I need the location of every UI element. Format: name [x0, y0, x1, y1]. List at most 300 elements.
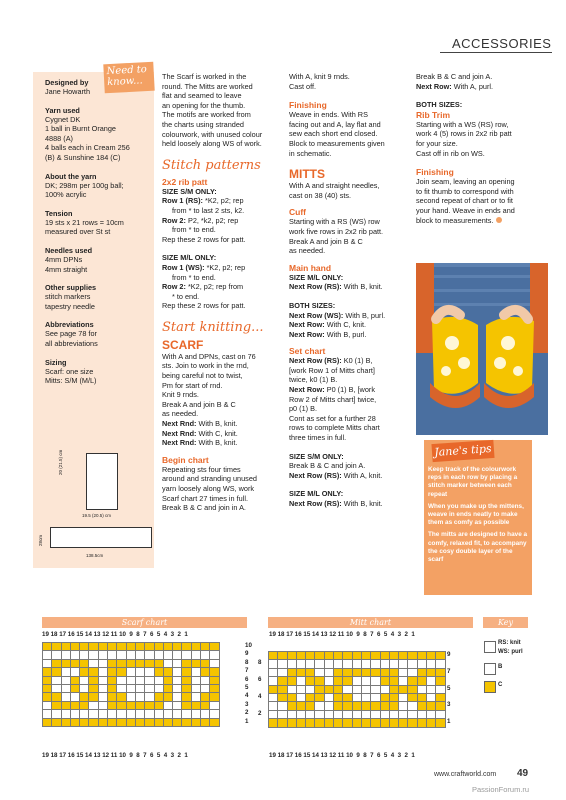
- chart-cell: [201, 710, 210, 718]
- chart-cell: [306, 677, 315, 685]
- chart-cell: [201, 651, 210, 659]
- header-rule: [440, 52, 552, 53]
- chart-row: [269, 693, 446, 701]
- chart-cell: [380, 677, 389, 685]
- chart-cell: [108, 659, 117, 667]
- chart-row: [269, 710, 446, 718]
- chart-cell: [399, 668, 408, 676]
- chart-cell: [98, 701, 107, 709]
- chart-cell: [98, 643, 107, 651]
- chart-cell: [352, 710, 361, 718]
- chart-cell: [135, 684, 144, 692]
- row-number: 8: [258, 659, 262, 667]
- chart-cell: [306, 668, 315, 676]
- chart-cell: [210, 668, 219, 676]
- chart-cell: [269, 702, 278, 710]
- chart-cell: [436, 652, 445, 660]
- chart-cell: [436, 702, 445, 710]
- chart-cell: [201, 718, 210, 726]
- chart-cell: [108, 643, 117, 651]
- chart-cell: [306, 652, 315, 660]
- chart-cell: [154, 701, 163, 709]
- chart-cell: [126, 659, 135, 667]
- chart-cell: [43, 659, 52, 667]
- chart-cell: [287, 660, 296, 668]
- chart-cell: [436, 668, 445, 676]
- key-b-text: B: [498, 664, 503, 670]
- column-1: The Scarf is worked in the round. The Mitts are worked flat and seamed to leave an opening for the thumb. The motifs are worked from the charts using stranded colourwork, with unused colour held loosely along WS of work. Stitch patterns 2x2 rib patt SIZE S/M ONLY: Row 1 (RS): *K2, p2; rep from * to last 2 sts, k2. Row 2: P2, *k2, p2; rep from * to end. Rep these 2 rows for patt. SIZE M/L ONLY: Row 1 (WS): *K2, p2; rep from * to end. Row 2: *K2, p2; rep from * to end. Rep these 2 rows for patt. Start knitting... SCARF With A and DPNs, cast on 76 sts. Join to work in the rnd, being careful not to twist, Pm for start of rnd. Knit 9 rnds. Break A and join B & C as needed. Next Rnd: With B, knit. Next Rnd: With C, knit. Next Rnd: With B, knit. Begin chart Repeating sts four times around and stranding unused yarn loosely along WS, work Scarf chart 27 times in full. Break B & C and join in A.: [162, 72, 282, 513]
- chart-cell: [296, 693, 305, 701]
- chart-cell: [343, 719, 352, 727]
- chart-cell: [408, 652, 417, 660]
- chart-cell: [43, 710, 52, 718]
- chart-cell: [163, 710, 172, 718]
- chart-cell: [408, 702, 417, 710]
- chart-cell: [70, 684, 79, 692]
- chart-cell: [296, 702, 305, 710]
- chart-cell: [191, 701, 200, 709]
- chart-cell: [278, 693, 287, 701]
- chart-cell: [70, 693, 79, 701]
- chart-cell: [70, 701, 79, 709]
- chart-cell: [61, 701, 70, 709]
- row-number: 10: [245, 642, 252, 649]
- chart-cell: [343, 685, 352, 693]
- chart-cell: [80, 718, 89, 726]
- chart-cell: [343, 710, 352, 718]
- chart-cell: [399, 702, 408, 710]
- chart-cell: [163, 684, 172, 692]
- chart-cell: [52, 659, 61, 667]
- chart-cell: [287, 685, 296, 693]
- chart-cell: [269, 660, 278, 668]
- chart-cell: [126, 668, 135, 676]
- scarf-schematic: [50, 527, 152, 548]
- chart-cell: [126, 676, 135, 684]
- chart-cell: [163, 668, 172, 676]
- row-number: 7: [245, 667, 249, 675]
- chart-cell: [361, 677, 370, 685]
- chart-cell: [334, 668, 343, 676]
- chart-cell: [80, 693, 89, 701]
- chart-cell: [126, 684, 135, 692]
- chart-cell: [135, 710, 144, 718]
- chart-cell: [145, 668, 154, 676]
- chart-cell: [324, 702, 333, 710]
- chart-cell: [334, 677, 343, 685]
- row-number: [258, 668, 268, 676]
- chart-cell: [52, 676, 61, 684]
- chart-cell: [287, 693, 296, 701]
- chart-cell: [135, 643, 144, 651]
- chart-cell: [108, 701, 117, 709]
- chart-cell: [334, 660, 343, 668]
- chart-cell: [436, 677, 445, 685]
- mitt-width-label: 19.5 (20.5) cm: [82, 513, 112, 518]
- chart-cell: [145, 684, 154, 692]
- chart-cell: [182, 676, 191, 684]
- chart-cell: [399, 710, 408, 718]
- chart-row: [269, 668, 446, 676]
- chart-cell: [70, 668, 79, 676]
- chart-cell: [399, 660, 408, 668]
- chart-cell: [334, 719, 343, 727]
- chart-row: [269, 685, 446, 693]
- chart-cell: [408, 693, 417, 701]
- chart-cell: [182, 710, 191, 718]
- chart-cell: [163, 659, 172, 667]
- row-number: 8: [245, 658, 249, 666]
- chart-cell: [278, 677, 287, 685]
- scarf-width-label: 28cm: [38, 534, 43, 546]
- chart-cell: [80, 701, 89, 709]
- chart-cell: [315, 660, 324, 668]
- chart-cell: [43, 668, 52, 676]
- row-number: 5: [447, 684, 451, 692]
- chart-cell: [361, 668, 370, 676]
- chart-cell: [182, 701, 191, 709]
- chart-cell: [324, 677, 333, 685]
- chart-cell: [210, 693, 219, 701]
- chart-cell: [436, 719, 445, 727]
- chart-cell: [399, 652, 408, 660]
- chart-cell: [408, 677, 417, 685]
- set-chart-heading: Set chart: [289, 346, 326, 357]
- chart-cell: [98, 651, 107, 659]
- chart-cell: [324, 668, 333, 676]
- chart-cell: [70, 651, 79, 659]
- chart-cell: [191, 651, 200, 659]
- sidebar-content: Designed by Jane Howarth Yarn used Cygnet DK 1 ball in Burnt Orange 4888 (A) 4 balls each in Cream 256 (B) & Sunshine 184 (C) About the yarn DK; 298m per 100g ball; 100% acrylic Tension 19 sts x 21 rows = 10cm measured over St st Needles used 4mm DPNs 4mm straight Other supplies stitch markers tapestry needle Abbreviations See page 78 for all abbreviations Sizing Scarf: one size Mitts: S/M (M/L): [45, 78, 150, 386]
- chart-cell: [427, 685, 436, 693]
- chart-cell: [182, 668, 191, 676]
- chart-cell: [287, 668, 296, 676]
- chart-cell: [117, 659, 126, 667]
- chart-cell: [417, 668, 426, 676]
- chart-cell: [201, 693, 210, 701]
- chart-cell: [89, 643, 98, 651]
- chart-cell: [173, 676, 182, 684]
- chart-cell: [296, 660, 305, 668]
- chart-cell: [408, 710, 417, 718]
- chart-cell: [436, 685, 445, 693]
- chart-cell: [126, 643, 135, 651]
- chart-row: [43, 651, 220, 659]
- chart-cell: [399, 693, 408, 701]
- chart-cell: [371, 660, 380, 668]
- chart-cell: [173, 668, 182, 676]
- scarf-length-label: 138.5cm: [86, 553, 104, 558]
- chart-cell: [191, 718, 200, 726]
- chart-cell: [201, 676, 210, 684]
- chart-cell: [278, 668, 287, 676]
- column-2: With A, knit 9 rnds. Cast off. Finishing Weave in ends. With RS facing out and A, lay flat and sew each short end closed. Block to measurements given in schematic. MITTS With A and straight needles, cast on 38 (40) sts. Cuff Starting with a RS (WS) row work five rows in 2x2 rib patt. Break A and join B & C as needed. Main hand SIZE M/L ONLY: Next Row (RS): With B, knit. BOTH SIZES: Next Row (WS): With B, purl. Next Row: With C, knit. Next Row: With B, purl. Set chart Next Row (RS): K0 (1) B, [work Row 1 of Mitts chart] twice, k0 (1) B. Next Row: P0 (1) B, [work Row 2 of Mitts chart] twice, p0 (1) B. Cont as set for a further 28 rows to complete Mitts chart three times in full. SIZE S/M ONLY: Break B & C and join A. Next Row (RS): With A, knit. SIZE M/L ONLY: Next Row (RS): With B, knit.: [289, 72, 409, 509]
- chart-cell: [173, 693, 182, 701]
- main-hand-heading: Main hand: [289, 262, 332, 273]
- chart-cell: [427, 660, 436, 668]
- chart-cell: [191, 668, 200, 676]
- chart-cell: [145, 659, 154, 667]
- chart-cell: [408, 685, 417, 693]
- chart-cell: [43, 676, 52, 684]
- chart-cell: [182, 643, 191, 651]
- chart-cell: [135, 668, 144, 676]
- row-number: [258, 685, 268, 693]
- chart-cell: [43, 651, 52, 659]
- chart-cell: [182, 651, 191, 659]
- chart-cell: [126, 710, 135, 718]
- chart-cell: [108, 651, 117, 659]
- chart-cell: [334, 652, 343, 660]
- chart-cell: [343, 677, 352, 685]
- chart-cell: [361, 660, 370, 668]
- chart-cell: [296, 710, 305, 718]
- tips-title: Jane's tips: [431, 440, 494, 462]
- chart-cell: [269, 719, 278, 727]
- chart-cell: [163, 701, 172, 709]
- chart-cell: [315, 693, 324, 701]
- chart-row: [269, 702, 446, 710]
- chart-cell: [98, 659, 107, 667]
- chart-cell: [89, 676, 98, 684]
- chart-cell: [361, 710, 370, 718]
- chart-cell: [89, 668, 98, 676]
- row-number: [258, 651, 268, 659]
- mitt-col-numbers-top: 19 18 17 16 15 14 13 12 11 10 9 8 7 6 5 4 3 2 1: [269, 631, 415, 638]
- chart-cell: [361, 652, 370, 660]
- chart-cell: [389, 652, 398, 660]
- chart-cell: [154, 643, 163, 651]
- key-b-swatch: [484, 641, 496, 653]
- chart-cell: [389, 677, 398, 685]
- chart-cell: [52, 643, 61, 651]
- chart-row: [43, 684, 220, 692]
- chart-cell: [380, 668, 389, 676]
- chart-cell: [306, 685, 315, 693]
- chart-cell: [98, 710, 107, 718]
- chart-cell: [278, 652, 287, 660]
- chart-row: [43, 659, 220, 667]
- chart-cell: [417, 702, 426, 710]
- chart-cell: [210, 659, 219, 667]
- chart-cell: [315, 702, 324, 710]
- chart-cell: [135, 651, 144, 659]
- chart-cell: [427, 677, 436, 685]
- chart-cell: [61, 710, 70, 718]
- chart-cell: [324, 660, 333, 668]
- rib-heading: 2x2 rib patt: [162, 176, 208, 187]
- chart-cell: [52, 718, 61, 726]
- chart-cell: [278, 685, 287, 693]
- chart-cell: [269, 652, 278, 660]
- chart-cell: [417, 652, 426, 660]
- chart-cell: [352, 677, 361, 685]
- chart-cell: [306, 660, 315, 668]
- chart-cell: [427, 719, 436, 727]
- chart-cell: [380, 685, 389, 693]
- chart-cell: [163, 718, 172, 726]
- row-number: 9: [245, 650, 249, 658]
- chart-row: [269, 652, 446, 660]
- end-dot-icon: [496, 217, 502, 223]
- stitch-patterns-heading: Stitch patterns: [162, 157, 261, 173]
- chart-cell: [191, 710, 200, 718]
- chart-cell: [296, 668, 305, 676]
- sidebar-text: Jane Howarth: [45, 87, 91, 96]
- chart-cell: [361, 693, 370, 701]
- chart-row: [43, 710, 220, 718]
- chart-cell: [343, 660, 352, 668]
- chart-cell: [52, 693, 61, 701]
- chart-cell: [163, 676, 172, 684]
- chart-cell: [278, 710, 287, 718]
- chart-cell: [182, 693, 191, 701]
- chart-cell: [334, 685, 343, 693]
- chart-cell: [89, 651, 98, 659]
- chart-cell: [173, 659, 182, 667]
- chart-cell: [315, 677, 324, 685]
- chart-cell: [80, 651, 89, 659]
- chart-cell: [210, 710, 219, 718]
- chart-row: [269, 660, 446, 668]
- chart-cell: [334, 710, 343, 718]
- chart-cell: [135, 701, 144, 709]
- chart-cell: [163, 643, 172, 651]
- chart-cell: [427, 652, 436, 660]
- chart-cell: [306, 719, 315, 727]
- tip-1: Keep track of the colourwork reps in each row by placing a stitch marker between each repeat: [428, 466, 518, 498]
- chart-cell: [173, 651, 182, 659]
- chart-cell: [352, 685, 361, 693]
- key-ws-text: WS: purl: [498, 649, 523, 655]
- scarf-chart-grid: [42, 642, 220, 727]
- chart-cell: [89, 684, 98, 692]
- chart-cell: [315, 710, 324, 718]
- chart-cell: [191, 643, 200, 651]
- chart-cell: [380, 660, 389, 668]
- chart-cell: [70, 643, 79, 651]
- chart-cell: [135, 659, 144, 667]
- mitt-col-numbers-bottom: 19 18 17 16 15 14 13 12 11 10 9 8 7 6 5 4 3 2 1: [269, 752, 415, 759]
- row-number: 2: [258, 709, 262, 717]
- chart-cell: [399, 719, 408, 727]
- chart-cell: [191, 659, 200, 667]
- chart-cell: [182, 684, 191, 692]
- chart-cell: [343, 652, 352, 660]
- chart-cell: [89, 710, 98, 718]
- row-number: 7: [447, 667, 451, 675]
- chart-cell: [108, 676, 117, 684]
- chart-cell: [108, 693, 117, 701]
- chart-cell: [361, 685, 370, 693]
- chart-cell: [389, 685, 398, 693]
- chart-cell: [43, 718, 52, 726]
- chart-cell: [117, 710, 126, 718]
- chart-cell: [371, 652, 380, 660]
- chart-cell: [173, 701, 182, 709]
- key-rs-text: RS: knit: [498, 640, 521, 646]
- chart-cell: [61, 718, 70, 726]
- chart-cell: [417, 677, 426, 685]
- chart-row: [43, 668, 220, 676]
- mitt-chart-label: Mitt chart: [268, 617, 473, 628]
- chart-cell: [135, 693, 144, 701]
- chart-cell: [52, 710, 61, 718]
- chart-cell: [427, 668, 436, 676]
- tips-content: [428, 466, 528, 564]
- chart-cell: [408, 719, 417, 727]
- chart-cell: [306, 710, 315, 718]
- chart-cell: [315, 652, 324, 660]
- row-number: 6: [245, 675, 249, 683]
- chart-cell: [80, 684, 89, 692]
- chart-cell: [70, 710, 79, 718]
- chart-cell: [52, 668, 61, 676]
- chart-cell: [154, 676, 163, 684]
- row-number: [258, 701, 268, 709]
- chart-cell: [210, 651, 219, 659]
- scarf-chart-label: Scarf chart: [42, 617, 247, 628]
- chart-cell: [352, 668, 361, 676]
- chart-cell: [380, 693, 389, 701]
- cuff-heading: Cuff: [289, 207, 306, 218]
- chart-row: [269, 719, 446, 727]
- chart-cell: [371, 702, 380, 710]
- chart-cell: [89, 718, 98, 726]
- column-3: Break B & C and join A. Next Row: With A, purl. BOTH SIZES: Rib Trim Starting with a WS (RS) row, work 4 (5) rows in 2x2 rib patt for your size. Cast off in rib on WS. Finishing Join seam, leaving an opening to fit thumb to correspond with second repeat of chart or to fit your hand. Weave in ends and block to measurements.: [416, 72, 541, 225]
- chart-cell: [80, 676, 89, 684]
- row-number: 4: [258, 692, 262, 700]
- chart-cell: [417, 660, 426, 668]
- chart-cell: [108, 710, 117, 718]
- chart-cell: [98, 668, 107, 676]
- chart-cell: [399, 685, 408, 693]
- chart-cell: [210, 701, 219, 709]
- row-number: 9: [447, 651, 451, 658]
- chart-cell: [89, 701, 98, 709]
- chart-row: [269, 677, 446, 685]
- chart-cell: [173, 710, 182, 718]
- chart-cell: [173, 643, 182, 651]
- chart-cell: [61, 676, 70, 684]
- chart-cell: [269, 693, 278, 701]
- chart-cell: [154, 718, 163, 726]
- chart-cell: [324, 693, 333, 701]
- chart-cell: [278, 702, 287, 710]
- chart-cell: [52, 651, 61, 659]
- chart-cell: [154, 710, 163, 718]
- chart-cell: [389, 702, 398, 710]
- chart-cell: [361, 719, 370, 727]
- chart-row: [43, 701, 220, 709]
- chart-cell: [98, 676, 107, 684]
- chart-cell: [408, 660, 417, 668]
- chart-cell: [408, 668, 417, 676]
- chart-cell: [145, 718, 154, 726]
- footer-url: www.craftworld.com: [434, 771, 497, 778]
- chart-cell: [98, 684, 107, 692]
- chart-cell: [52, 684, 61, 692]
- chart-cell: [61, 668, 70, 676]
- chart-cell: [269, 677, 278, 685]
- chart-cell: [117, 676, 126, 684]
- chart-cell: [201, 684, 210, 692]
- chart-cell: [269, 710, 278, 718]
- chart-cell: [135, 676, 144, 684]
- chart-cell: [154, 668, 163, 676]
- chart-cell: [334, 693, 343, 701]
- chart-cell: [201, 659, 210, 667]
